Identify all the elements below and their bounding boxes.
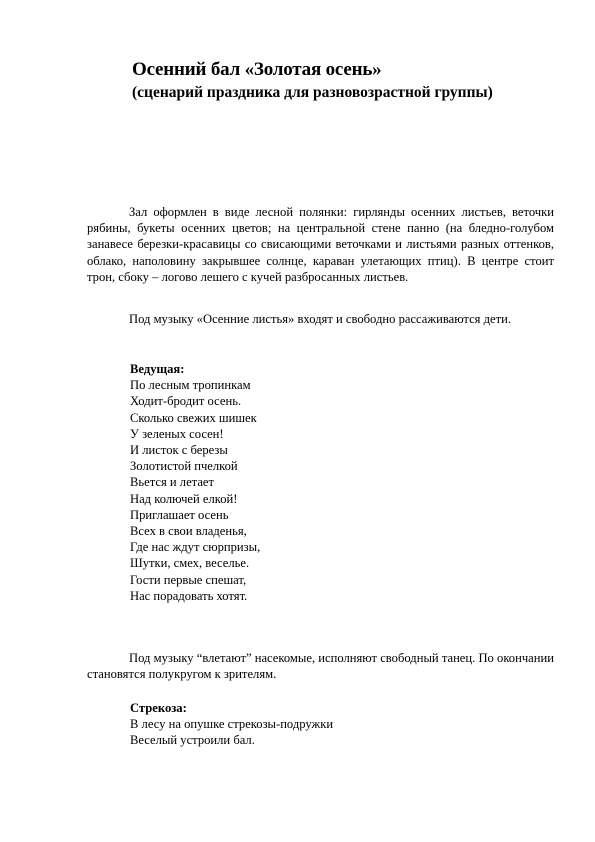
verse-line: Золотистой пчелкой: [130, 459, 238, 474]
verse-line: Где нас ждут сюрпризы,: [130, 540, 261, 555]
verse-line: Над колючей елкой!: [130, 491, 238, 506]
verse-line: Гости первые спешат,: [130, 572, 247, 587]
verse-line: Ходит-бродит осень.: [130, 394, 242, 409]
verse-line: Веселый устроили бал.: [130, 733, 255, 748]
verse-line: В лесу на опушке стрекозы-подружки: [130, 717, 334, 732]
verse-line: Вьется и летает: [130, 475, 215, 490]
dragonfly-verse: [130, 700, 333, 749]
verse-line: Нас порадовать хотят.: [130, 588, 248, 603]
scene-description-paragraph: Зал оформлен в виде лесной полянки: гирлянды осенних листьев, веточки рябины, букеты осенних цветов; на центральной стене панно (на бледно-голубом занавесе березки-красавицы со свисающими веточками и листьями разных оттенков, облако, наполовину закрывшее солнце, караван улетающих птиц). В центре стоит трон, сбоку – логово лешего с кучей разбросанных листьев.: [87, 205, 554, 284]
insects-dance-paragraph: Под музыку “влетают” насекомые, исполняют свободный танец. По окончании становятся полукругом к зрителям.: [87, 651, 554, 682]
host-verse: [130, 361, 260, 604]
verse-line: Приглашает осень: [130, 507, 229, 522]
verse-line: Сколько свежих шишек: [130, 410, 257, 425]
verse-line: У зеленых сосен!: [130, 426, 224, 441]
speaker-label: Ведущая:: [130, 362, 185, 376]
document-subtitle: (сценарий праздника для разновозрастной группы): [132, 84, 493, 101]
verse-line: Шутки, смех, веселье.: [130, 556, 250, 571]
verse-line: И листок с березы: [130, 443, 228, 458]
document-title: Осенний бал «Золотая осень»: [132, 59, 382, 80]
verse-line: Всех в свои владенья,: [130, 524, 247, 539]
verse-line: По лесным тропинкам: [130, 378, 251, 393]
entrance-paragraph: Под музыку «Осенние листья» входят и свободно рассаживаются дети.: [129, 312, 512, 326]
speaker-label: Стрекоза:: [130, 701, 187, 715]
